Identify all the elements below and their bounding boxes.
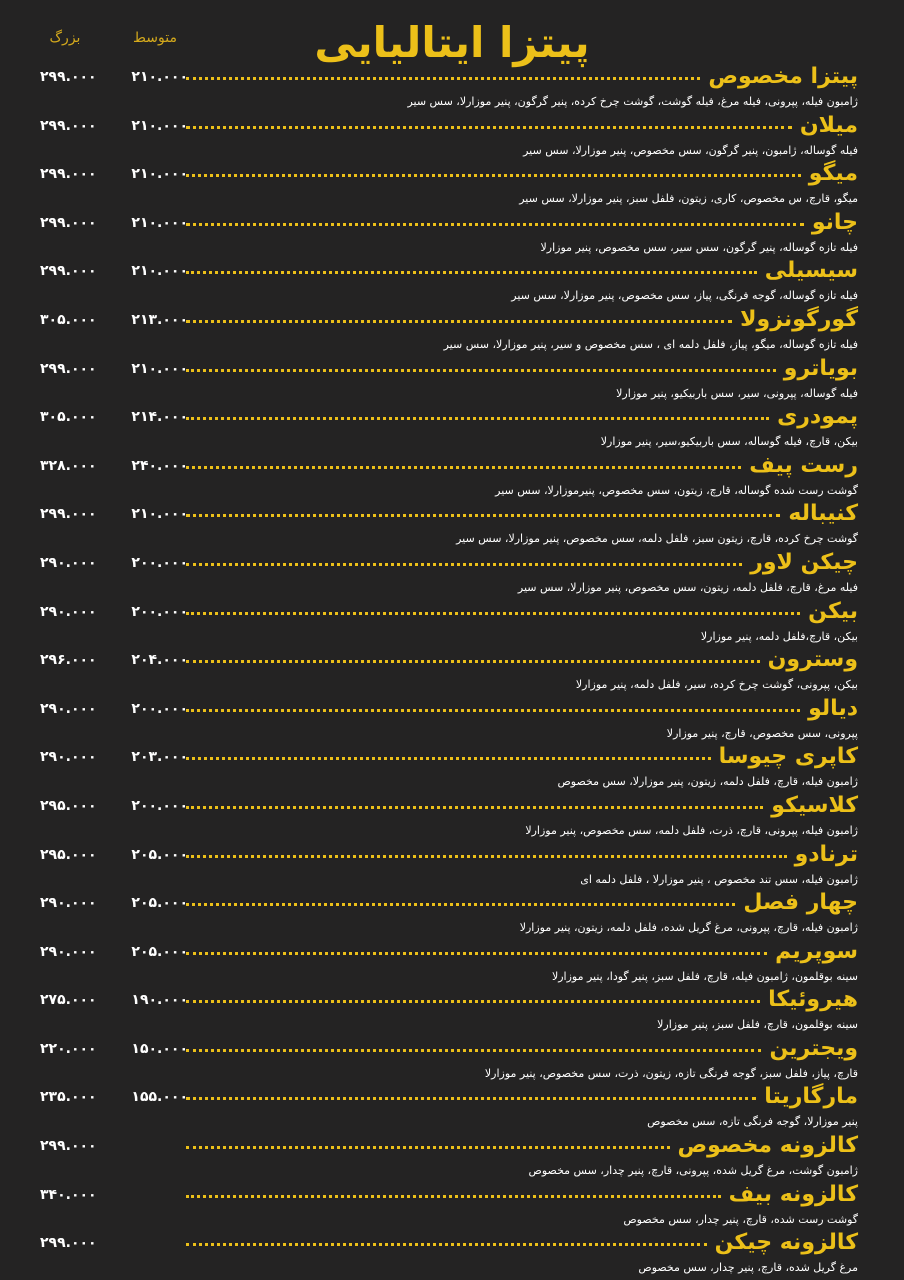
price-medium: ۲۱۰.۰۰۰ <box>131 166 188 183</box>
page-title: پیتزا ایتالیایی <box>314 18 590 67</box>
price-medium: ۲۰۰.۰۰۰ <box>131 797 188 814</box>
price-medium: ۲۰۰.۰۰۰ <box>131 700 188 717</box>
price-large: ۳۲۸.۰۰۰ <box>40 457 97 474</box>
price-large: ۲۹۰.۰۰۰ <box>40 895 97 912</box>
item-description: ژامبون گوشت، مرغ گریل شده، پپرونی، قارچ، پنیر چدار، سس مخصوص <box>528 1164 858 1178</box>
menu-item <box>0 646 904 695</box>
dotted-leader <box>186 1093 756 1100</box>
item-description: بیکن، پپرونی، گوشت چرخ کرده، سیر، فلفل دلمه، پنیر موزارلا <box>575 678 858 692</box>
price-medium: ۲۰۵.۰۰۰ <box>131 895 188 912</box>
price-large: ۲۹۹.۰۰۰ <box>40 214 97 231</box>
item-name: ترنادو <box>794 841 858 867</box>
item-description: ژامبون فیله، پپرونی، قارچ، ذرت، فلفل دلمه، سس مخصوص، پنیر موزارلا <box>525 823 858 837</box>
dotted-leader <box>186 1045 761 1052</box>
menu-item <box>0 549 904 598</box>
item-description: گوشت رست شده گوساله، قارچ، زیتون، سس مخصوص، پنیرموزارلا، سس سیر <box>495 483 858 497</box>
menu-item <box>0 1229 904 1278</box>
dotted-leader <box>186 267 757 274</box>
price-large: ۲۹۹.۰۰۰ <box>40 1138 97 1155</box>
price-medium: ۲۰۵.۰۰۰ <box>131 846 188 863</box>
menu-item <box>0 209 904 258</box>
price-large: ۲۲۰.۰۰۰ <box>40 1040 97 1057</box>
price-medium: ۲۰۴.۰۰۰ <box>131 652 188 669</box>
item-name: میلان <box>799 112 858 138</box>
dotted-leader <box>186 73 700 80</box>
price-medium: ۲۰۳.۰۰۰ <box>131 749 188 766</box>
item-name: میگو <box>808 161 858 187</box>
dotted-leader <box>186 316 732 323</box>
dotted-leader <box>186 559 742 566</box>
item-name: چیکن لاور <box>750 549 858 575</box>
item-name: سیسیلی <box>764 258 858 284</box>
menu-item <box>0 938 904 987</box>
item-description: فیله تازه گوساله، گوجه فرنگی، پیاز، سس مخصوص، پنیر موزارلا، سس سیر <box>511 289 858 303</box>
dotted-leader <box>186 753 711 760</box>
price-medium: ۲۰۰.۰۰۰ <box>131 554 188 571</box>
dotted-leader <box>186 1142 670 1149</box>
price-large: ۲۹۹.۰۰۰ <box>40 263 97 280</box>
menu-item <box>0 695 904 744</box>
menu-item <box>0 257 904 306</box>
price-large: ۳۴۰.۰۰۰ <box>40 1186 97 1203</box>
item-name: کالزونه چیکن <box>714 1230 858 1256</box>
dotted-leader <box>186 608 800 615</box>
item-description: ژامبون فیله، سس تند مخصوص ، پنیر موزارلا ، فلفل دلمه ای <box>580 872 858 886</box>
dotted-leader <box>186 948 767 955</box>
item-description: بیکن، قارچ،فلفل دلمه، پنیر موزارلا <box>700 629 858 643</box>
price-medium: ۱۵۵.۰۰۰ <box>131 1089 188 1106</box>
menu-item <box>0 743 904 792</box>
price-large: ۲۹۹.۰۰۰ <box>40 69 97 85</box>
column-header-large: بزرگ <box>49 30 81 46</box>
item-name: کنیباله <box>788 501 858 527</box>
item-name: گورگونزولا <box>740 306 858 332</box>
item-description: بیکن، قارچ، فیله گوساله، سس باربیکیو،سیر، پنیر موزارلا <box>600 435 858 449</box>
dotted-leader <box>186 413 769 420</box>
price-large: ۲۹۹.۰۰۰ <box>40 360 97 377</box>
menu-item <box>0 500 904 549</box>
item-name: کالزونه بیف <box>728 1181 858 1207</box>
item-description: قارچ، پیاز، فلفل سبز، گوجه فرنگی تازه، زیتون، ذرت، سس مخصوص، پنیر موزارلا <box>484 1066 858 1080</box>
item-name: پمودری <box>777 404 858 430</box>
dotted-leader <box>186 802 763 809</box>
menu-item <box>0 889 904 938</box>
dotted-leader <box>186 1191 721 1198</box>
price-medium: ۲۰۵.۰۰۰ <box>131 943 188 960</box>
item-name: سوپریم <box>775 938 858 964</box>
item-name: ویجترین <box>769 1035 858 1061</box>
item-description: مرغ گریل شده، قارچ، پنیر چدار، سس مخصوص <box>638 1261 858 1275</box>
item-name: رست پیف <box>749 452 858 478</box>
menu-item <box>0 306 904 355</box>
price-large: ۲۹۹.۰۰۰ <box>40 506 97 523</box>
menu-list <box>0 63 904 1278</box>
dotted-leader <box>186 899 735 906</box>
item-description: فیله گوساله، پپرونی، سیر، سس باربیکیو، پنیر موزارلا <box>616 386 858 400</box>
dotted-leader <box>186 656 760 663</box>
price-medium <box>128 1185 188 1205</box>
item-description: پپرونی، سس مخصوص، قارچ، پنیر موزارلا <box>666 726 858 740</box>
dotted-leader <box>186 219 804 226</box>
item-name: هیروئیکا <box>768 987 858 1013</box>
price-large: ۳۰۵.۰۰۰ <box>40 409 97 426</box>
price-medium: ۲۱۴.۰۰۰ <box>131 409 188 426</box>
price-medium: ۲۱۰.۰۰۰ <box>131 263 188 280</box>
price-large: ۲۹۹.۰۰۰ <box>40 1235 97 1252</box>
item-name: بویاترو <box>783 355 858 381</box>
price-large: ۲۹۹.۰۰۰ <box>40 117 97 134</box>
price-medium: ۲۱۳.۰۰۰ <box>131 311 188 328</box>
item-description: فیله مرغ، قارچ، فلفل دلمه، زیتون، سس مخصوص، پنیر موزارلا، سس سیر <box>517 580 858 594</box>
price-medium <box>128 1136 188 1156</box>
item-description: گوشت رست شده، قارچ، پنیر چدار، سس مخصوص <box>623 1212 858 1226</box>
price-large: ۲۹۵.۰۰۰ <box>40 846 97 863</box>
price-medium: ۲۱۰.۰۰۰ <box>131 214 188 231</box>
price-large: ۲۹۰.۰۰۰ <box>40 554 97 571</box>
menu-item <box>0 452 904 501</box>
item-name: کلاسیکو <box>771 792 858 818</box>
menu-item <box>0 1035 904 1084</box>
item-name: بیکن <box>808 598 858 624</box>
item-description: سینه بوقلمون، ژامبون فیله، قارچ، فلفل سبز، پنیر گودا، پنیر موزارلا <box>551 969 858 983</box>
price-large: ۲۹۰.۰۰۰ <box>40 700 97 717</box>
menu-item <box>0 1132 904 1181</box>
price-large: ۲۹۹.۰۰۰ <box>40 166 97 183</box>
price-medium: ۲۱۰.۰۰۰ <box>131 360 188 377</box>
price-large: ۲۹۰.۰۰۰ <box>40 749 97 766</box>
item-name: کالزونه مخصوص <box>677 1133 858 1159</box>
item-name: کاپری چیوسا <box>718 744 858 770</box>
menu-item <box>0 1181 904 1230</box>
dotted-leader <box>186 1239 707 1246</box>
dotted-leader <box>186 170 801 177</box>
item-description: میگو، قارچ، س مخصوص، کاری، زیتون، فلفل سبز، پنیر موزارلا، سس سیر <box>519 192 858 206</box>
menu-item <box>0 986 904 1035</box>
item-name: مارگاریتا <box>764 1084 858 1110</box>
price-large: ۲۹۰.۰۰۰ <box>40 603 97 620</box>
dotted-leader <box>186 365 776 372</box>
price-medium: ۱۵۰.۰۰۰ <box>131 1040 188 1057</box>
dotted-leader <box>186 996 760 1003</box>
item-name: وسترون <box>767 647 858 673</box>
dotted-leader <box>186 851 787 858</box>
menu-item <box>0 355 904 404</box>
menu-item <box>0 1083 904 1132</box>
menu-item <box>0 160 904 209</box>
price-medium: ۲۱۰.۰۰۰ <box>131 506 188 523</box>
item-name: پیتزا مخصوص <box>708 64 858 89</box>
item-name: چهار فصل <box>743 890 858 916</box>
item-description: فیله تازه گوساله، میگو، پیاز، فلفل دلمه ای ، سس مخصوص و سیر، پنیر موزارلا، سس سیر <box>443 337 858 351</box>
column-header-medium: متوسط <box>133 30 177 46</box>
item-name: چانو <box>811 209 858 235</box>
price-medium: ۲۴۰.۰۰۰ <box>131 457 188 474</box>
price-large: ۲۹۶.۰۰۰ <box>40 652 97 669</box>
price-medium: ۲۱۰.۰۰۰ <box>131 69 188 85</box>
price-medium: ۲۱۰.۰۰۰ <box>131 117 188 134</box>
price-medium: ۲۰۰.۰۰۰ <box>131 603 188 620</box>
price-large: ۲۹۵.۰۰۰ <box>40 797 97 814</box>
item-description: سینه بوقلمون، قارچ، فلفل سبز، پنیر موزارلا <box>657 1018 858 1032</box>
price-medium: ۱۹۰.۰۰۰ <box>131 992 188 1009</box>
dotted-leader <box>186 462 741 469</box>
price-large: ۲۳۵.۰۰۰ <box>40 1089 97 1106</box>
dotted-leader <box>186 705 800 712</box>
item-description: ژامبون فیله، پپرونی، فیله مرغ، فیله گوشت، گوشت چرخ کرده، پنیر گرگون، پنیر موزارلا، سس سیر <box>407 95 858 108</box>
menu-item <box>0 598 904 647</box>
menu-item <box>0 112 904 161</box>
menu-item <box>0 403 904 452</box>
item-description: گوشت چرخ کرده، قارچ، زیتون سبز، فلفل دلمه، سس مخصوص، پنیر موزارلا، سس سیر <box>456 532 858 546</box>
price-large: ۲۹۰.۰۰۰ <box>40 943 97 960</box>
menu-item <box>0 792 904 841</box>
dotted-leader <box>186 122 792 129</box>
item-description: ژامبون فیله، قارچ، پپرونی، مرغ گریل شده، فلفل دلمه، زیتون، پنیر موزارلا <box>519 921 858 935</box>
price-medium <box>128 1233 188 1253</box>
item-description: فیله گوساله، ژامبون، پنیر گرگون، سس مخصوص، پنیر موزارلا، سس سیر <box>523 143 858 157</box>
price-large: ۲۷۵.۰۰۰ <box>40 992 97 1009</box>
item-description: ژامبون فیله، قارچ، فلفل دلمه، زیتون، پنیر موزارلا، سس مخصوص <box>557 775 858 789</box>
item-name: دیالو <box>808 695 858 721</box>
menu-item <box>0 63 904 112</box>
item-description: پنیر موزارلا، گوجه فرنگی تازه، سس مخصوص <box>647 1115 858 1129</box>
menu-item <box>0 841 904 890</box>
dotted-leader <box>186 510 780 517</box>
item-description: فیله تازه گوساله، پنیر گرگون، سس سیر، سس مخصوص، پنیر موزارلا <box>540 240 858 254</box>
price-large: ۳۰۵.۰۰۰ <box>40 311 97 328</box>
